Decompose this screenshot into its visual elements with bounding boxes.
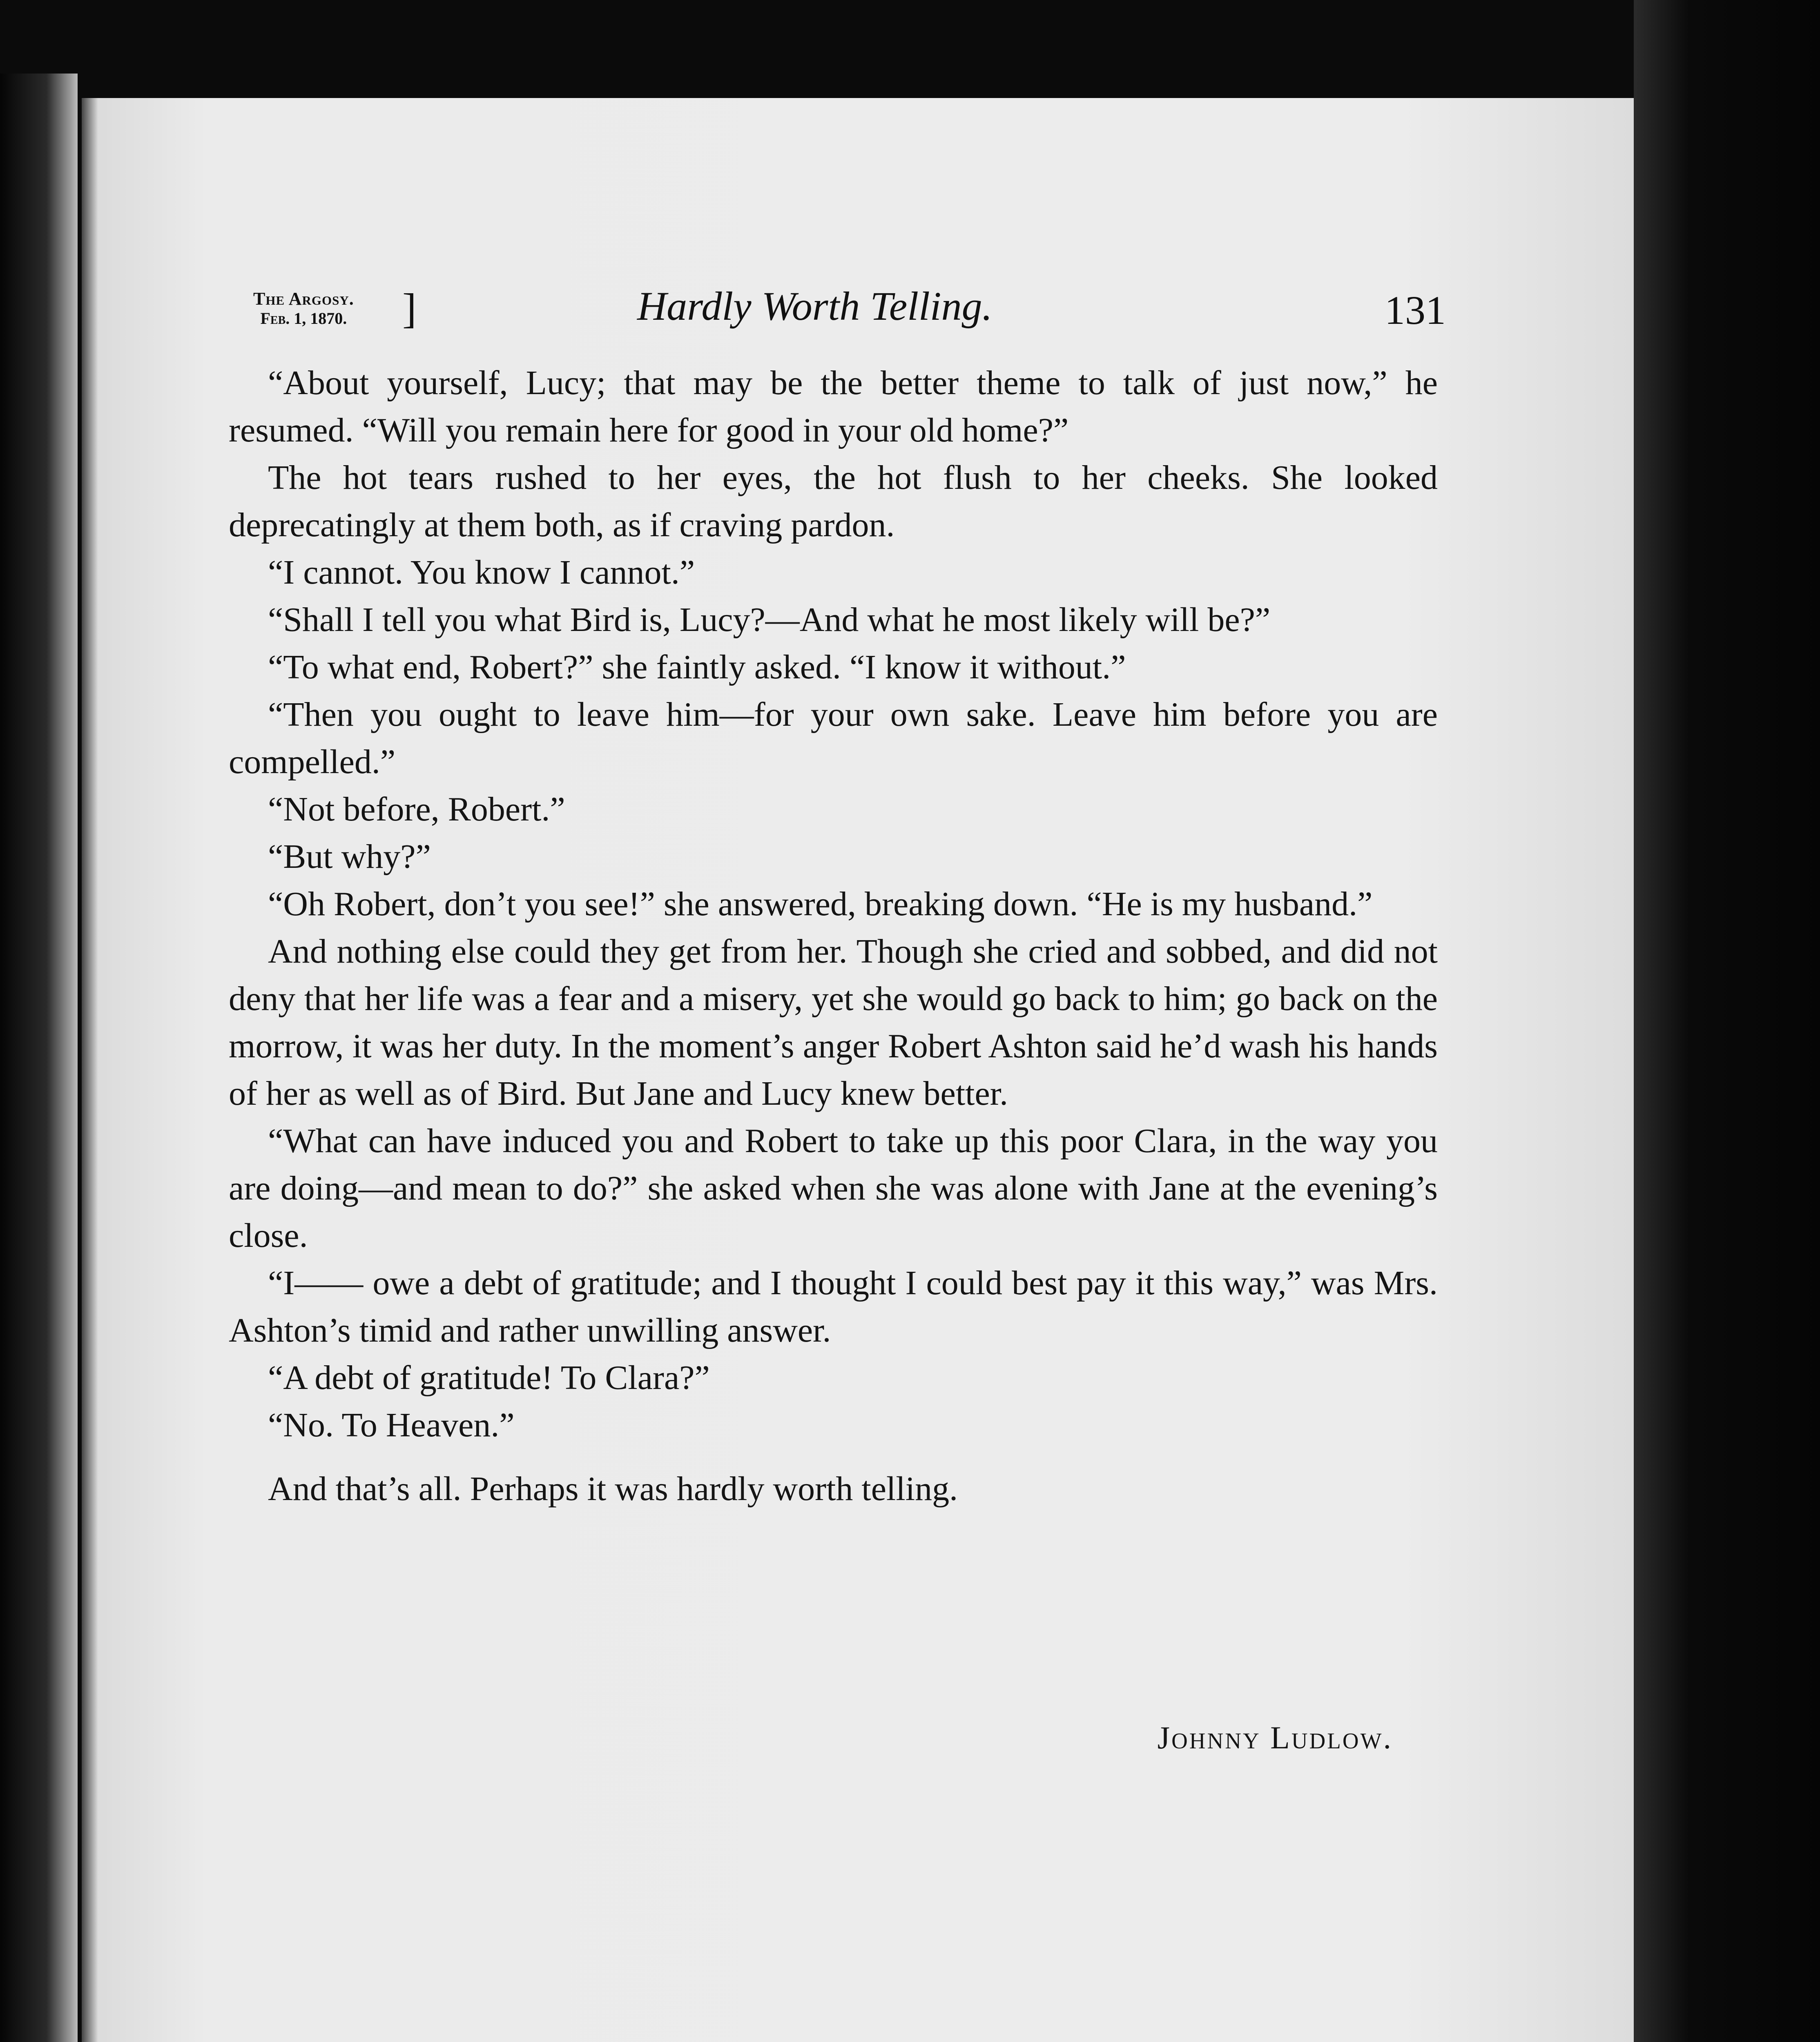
page-number: 131 bbox=[1385, 288, 1446, 333]
chapter-title: Hardly Worth Telling. bbox=[637, 283, 993, 329]
running-head bbox=[229, 283, 1446, 343]
header-bracket: ] bbox=[402, 285, 417, 332]
publication-date: Feb. 1, 1870. bbox=[260, 309, 347, 328]
paragraph: “I—— owe a debt of gratitude; and I thought I could best pay it this way,” was Mrs. Ashton’s timid and rather unwilling answer. bbox=[229, 1264, 1438, 1349]
paragraph: “Not before, Robert.” bbox=[268, 790, 565, 828]
paragraph: “I cannot. You know I cannot.” bbox=[268, 553, 695, 591]
paragraph: “A debt of gratitude! To Clara?” bbox=[268, 1359, 710, 1397]
paragraph: The hot tears rushed to her eyes, the hot flush to her cheeks. She looked deprecatingly at them both, as if craving pardon. bbox=[229, 459, 1438, 544]
closing-line: And that’s all. Perhaps it was hardly worth telling. bbox=[268, 1470, 958, 1508]
body-text bbox=[229, 359, 1438, 1513]
publication-name: The Argosy. bbox=[253, 289, 354, 309]
publication-label bbox=[253, 289, 354, 328]
paragraph: “No. To Heaven.” bbox=[268, 1406, 515, 1444]
paragraph: “But why?” bbox=[268, 838, 431, 876]
paragraph: “Oh Robert, don’t you see!” she answered, breaking down. “He is my husband.” bbox=[268, 885, 1373, 923]
scan-border-right bbox=[1634, 0, 1820, 2042]
paragraph: “To what end, Robert?” she faintly asked. “I know it without.” bbox=[268, 648, 1126, 686]
author-signature: Johnny Ludlow. bbox=[1157, 1720, 1393, 1755]
paragraph: “About yourself, Lucy; that may be the better theme to talk of just now,” he resumed. “Will you remain here for good in your old home?” bbox=[229, 364, 1438, 449]
paragraph: “What can have induced you and Robert to take up this poor Clara, in the way you are doing—and mean to do?” she asked when she was alone with Jane at the evening’s close. bbox=[229, 1122, 1438, 1255]
paragraph: “Shall I tell you what Bird is, Lucy?—And what he most likely will be?” bbox=[268, 601, 1271, 639]
paragraph: “Then you ought to leave him—for your own sake. Leave him before you are compelled.” bbox=[229, 696, 1438, 781]
facing-page-edge bbox=[0, 74, 78, 2042]
binding-shadow bbox=[82, 98, 98, 2042]
paragraph: And nothing else could they get from her. Though she cried and sobbed, and did not deny that her life was a fear and a misery, yet she would go back to him; go back on the morrow, it was her duty. In the moment’s anger Robert Ashton said he’d wash his hands of her as well as of Bird. But Jane and Lucy knew better. bbox=[229, 932, 1438, 1112]
